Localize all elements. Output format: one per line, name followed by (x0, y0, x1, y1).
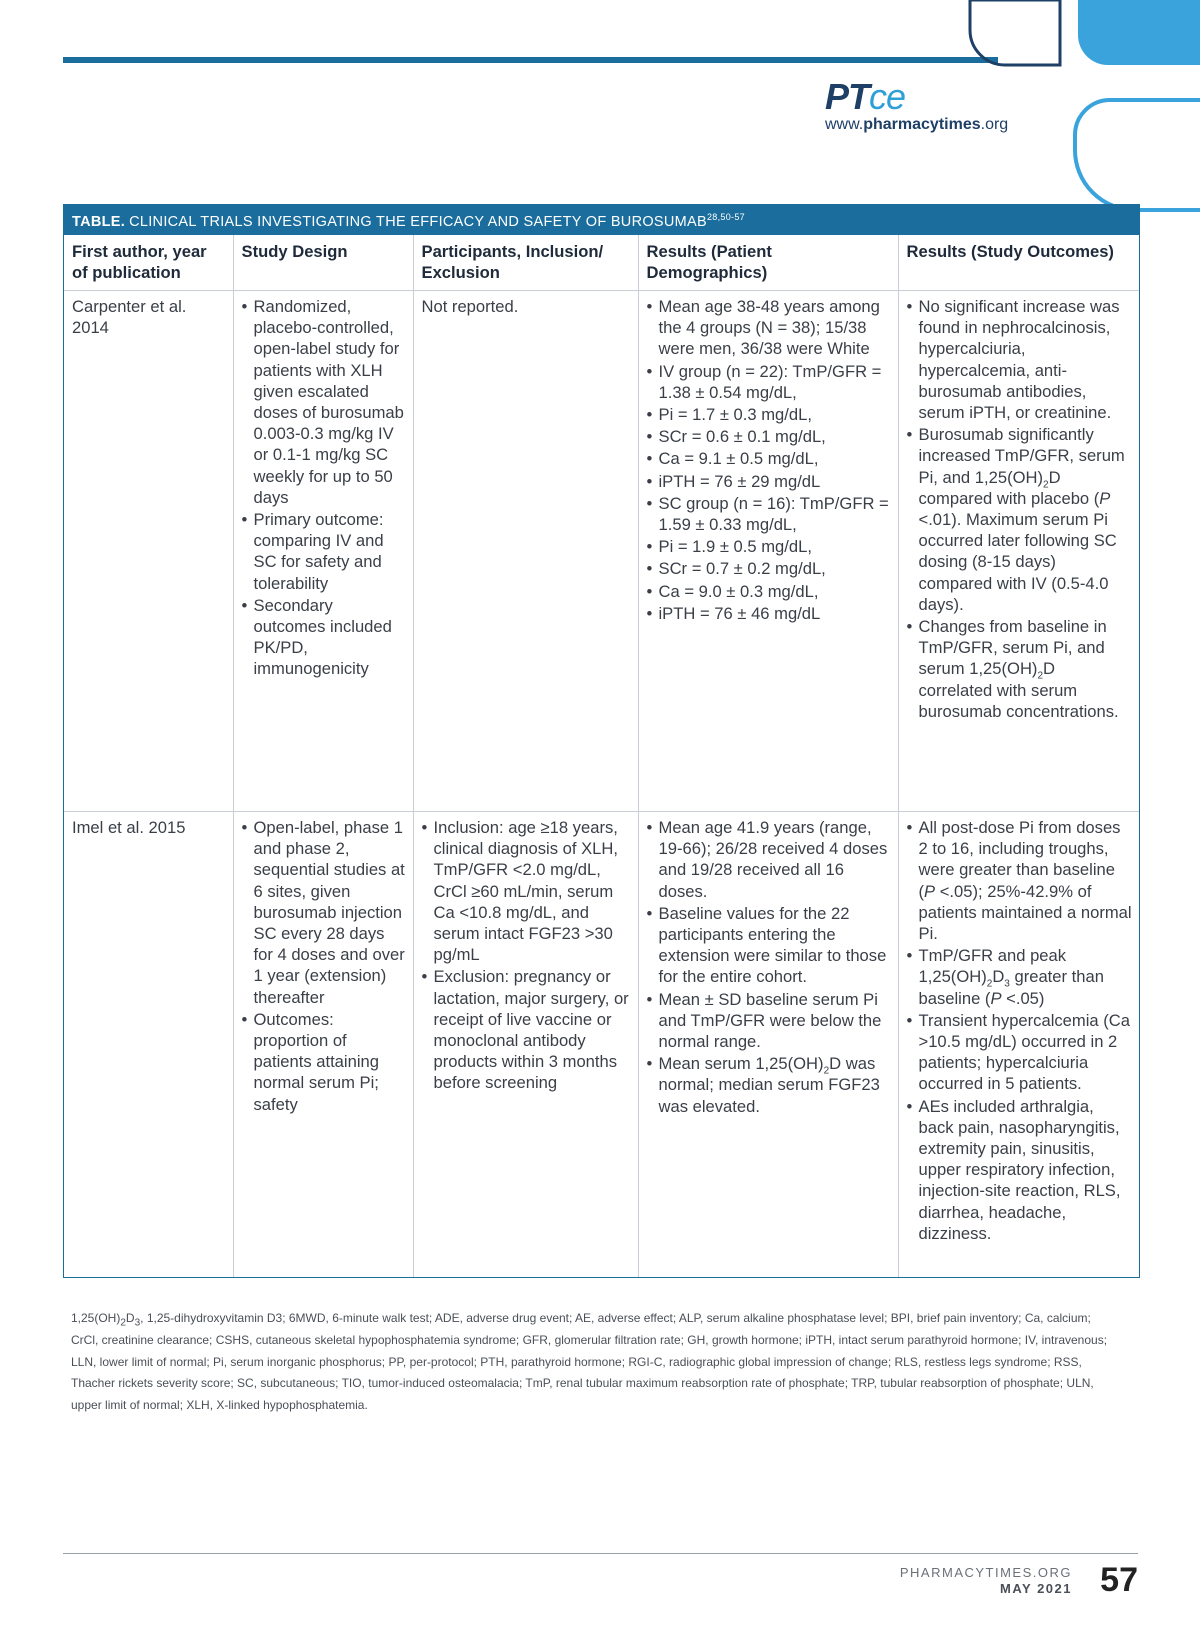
top-rule (63, 57, 998, 63)
list-item: • TmP/GFR and peak $1,25(OH)_2D_3$ greater than baseline (P <.05) (907, 945, 1133, 1009)
cell-demographics (638, 291, 898, 812)
cell-author: Imel et al. 2015 (72, 818, 186, 837)
list-item: • Ca = 9.1 ± 0.5 mg/dL, (647, 448, 891, 469)
header-participants: Participants, Inclusion/ Exclusion (413, 235, 638, 291)
list-item: • Secondary outcomes included PK/PD, immunogenicity (242, 595, 406, 680)
table-title: TABLE. CLINICAL TRIALS INVESTIGATING THE EFFICACY AND SAFETY OF BUROSUMAB$^{28,50-57}$ (64, 205, 1139, 235)
list-item: • Pi = 1.7 ± 0.3 mg/dL, (647, 404, 891, 425)
header-demographics: Results (Patient Demographics) (638, 235, 898, 291)
logo-mark: PTce (825, 76, 906, 117)
page-number: 57 (1100, 1561, 1138, 1599)
header-design: Study Design (233, 235, 413, 291)
clinical-trials-table (63, 204, 1140, 1278)
list-item: • Mean serum $1,25(OH)_2D$ was normal; median serum FGF23 was elevated. (647, 1053, 891, 1117)
list-item: • Mean ± SD baseline serum Pi and TmP/GFR were below the normal range. (647, 989, 891, 1053)
list-item: • Outcomes: proportion of patients attaining normal serum Pi; safety (242, 1009, 406, 1115)
cell-outcomes (898, 812, 1139, 1278)
list-item: • Open-label, phase 1 and phase 2, sequential studies at 6 sites, given burosumab injection SC every 28 days for 4 doses and over 1 year (extension) thereafter (242, 817, 406, 1008)
bottom-rule (63, 1553, 1138, 1554)
header-author: First author, year of publication (64, 235, 233, 291)
cell-participants (413, 812, 638, 1278)
table-row (64, 812, 1139, 1278)
list-item: • Changes from baseline in TmP/GFR, serum Pi, and serum $1,25(OH)_2D$ correlated with serum burosumab concentrations. (907, 616, 1133, 722)
logo-url[interactable]: www.pharmacytimes.org (825, 116, 1009, 133)
list-item: • Mean age 38-48 years among the 4 groups (N = 38); 15/38 were men, 36/38 were White (647, 296, 891, 360)
list-item: • Mean age 41.9 years (range, 19-66); 26/28 received 4 doses and 19/28 received all 16 doses. (647, 817, 891, 902)
list-item: • Pi = 1.9 ± 0.5 mg/dL, (647, 536, 891, 557)
footer-site (900, 1565, 1072, 1597)
table-row (64, 291, 1139, 812)
list-item: • Primary outcome: comparing IV and SC for safety and tolerability (242, 509, 406, 594)
list-item: • Exclusion: pregnancy or lactation, major surgery, or receipt of live vaccine or monoclonal antibody products within 3 months before screening (422, 966, 631, 1093)
cell-participants: Not reported. (413, 291, 638, 812)
list-item: • Randomized, placebo-controlled, open-label study for patients with XLH given escalated doses of burosumab 0.003-0.3 mg/kg IV or 0.1-1 mg/kg SC weekly for up to 50 days (242, 296, 406, 508)
ptce-logo (825, 76, 1035, 134)
cell-author: Carpenter et al. 2014 (64, 291, 233, 812)
cell-design (233, 812, 413, 1278)
list-item: • Burosumab significantly increased TmP/GFR, serum Pi, and $1,25(OH)_2D$ compared with placebo (P <.01). Maximum serum Pi occurred later following SC dosing (8-15 days) compared with IV (0.5-4.0 days). (907, 424, 1133, 615)
table-header-row (64, 235, 1139, 291)
list-item: • SCr = 0.6 ± 0.1 mg/dL, (647, 426, 891, 447)
list-item: • Ca = 9.0 ± 0.3 mg/dL, (647, 581, 891, 602)
footer-date: MAY 2021 (1000, 1581, 1072, 1596)
list-item: • IV group (n = 22): TmP/GFR = 1.38 ± 0.54 mg/dL, (647, 361, 891, 403)
cell-design (233, 291, 413, 812)
list-item: • SC group (n = 16): TmP/GFR = 1.59 ± 0.33 mg/dL, (647, 493, 891, 535)
footer-site-name: PHARMACYTIMES.ORG (899, 1565, 1072, 1580)
list-item: • AEs included arthralgia, back pain, nasopharyngitis, extremity pain, sinusitis, upper respiratory infection, injection-site reaction, RLS, diarrhea, headache, dizziness. (907, 1096, 1133, 1244)
list-item: • Transient hypercalcemia (Ca >10.5 mg/dL) occurred in 2 patients; hypercalciuria occurred in 5 patients. (907, 1010, 1133, 1095)
list-item: • SCr = 0.7 ± 0.2 mg/dL, (647, 558, 891, 579)
header-outcomes: Results (Study Outcomes) (898, 235, 1139, 291)
list-item: • iPTH = 76 ± 29 mg/dL (647, 471, 891, 492)
list-item: • Inclusion: age ≥18 years, clinical diagnosis of XLH, TmP/GFR <2.0 mg/dL, CrCl ≥60 mL/min, serum Ca <10.8 mg/dL, and serum intact FGF23 >30 pg/mL (422, 817, 631, 965)
list-item: • All post-dose Pi from doses 2 to 16, including troughs, were greater than baseline (P <.05); 25%-42.9% of patients maintained a normal Pi. (907, 817, 1133, 944)
cell-demographics (638, 812, 898, 1278)
table-footnote: $1,25(OH)_2D_3$, 1,25-dihydroxyvitamin D3; 6MWD, 6-minute walk test; ADE, adverse drug event; AE, adverse effect; ALP, serum alkaline phosphatase level; BPI, brief pain inventory; Ca, calcium; CrCl, creatinine clearance; CSHS, cutaneous skeletal hypophosphatemia syndrome; GFR, glomerular filtration rate; GH, growth hormone; iPTH, intact serum parathyroid hormone; IV, intravenous; LLN, lower limit of normal; Pi, serum inorganic phosphorus; PP, per-protocol; PTH, parathyroid hormone; RGI-C, radiographic global impression of change; RLS, restless legs syndrome; RSS, Thacher rickets severity score; SC, subcutaneous; TIO, tumor-induced osteomalacia; TmP, renal tubular maximum reabsorption rate of phosphate; TRP, tubular reabsorption of phosphate; ULN, upper limit of normal; XLH, X-linked hypophosphatemia. (71, 1311, 1108, 1413)
list-item: • iPTH = 76 ± 46 mg/dL (647, 603, 891, 624)
list-item: • Baseline values for the 22 participants entering the extension were similar to those for the entire cohort. (647, 903, 891, 988)
list-item: • No significant increase was found in nephrocalcinosis, hypercalciuria, hypercalcemia, anti-burosumab antibodies, serum iPTH, or creatinine. (907, 296, 1133, 423)
cell-outcomes (898, 291, 1139, 812)
